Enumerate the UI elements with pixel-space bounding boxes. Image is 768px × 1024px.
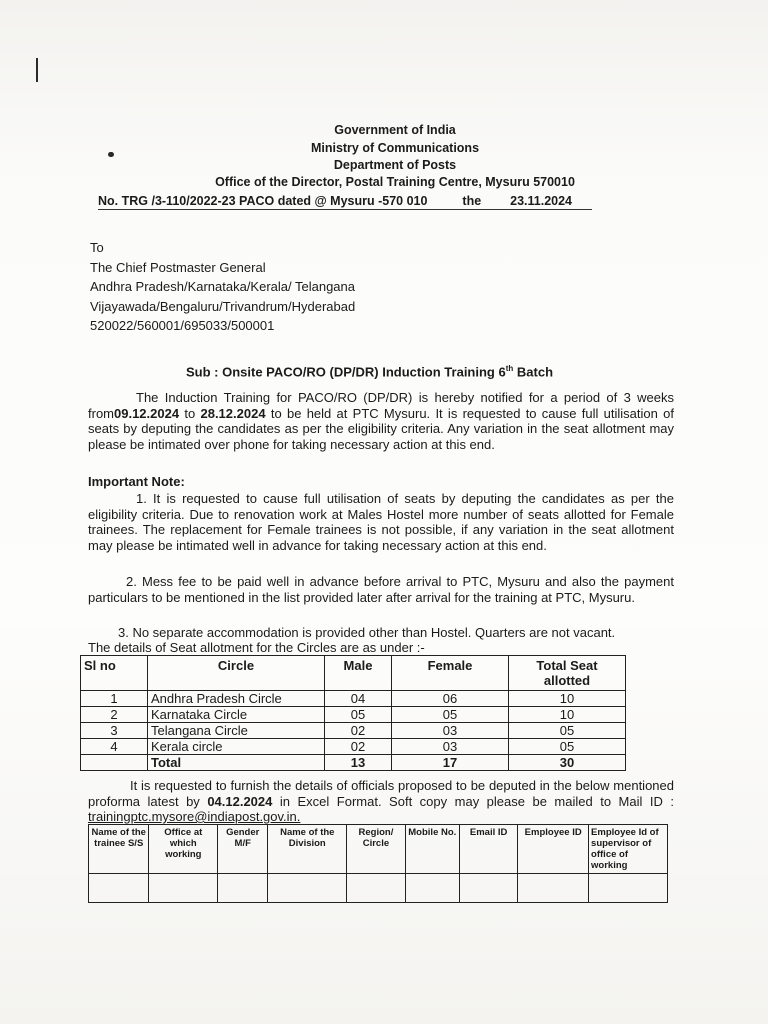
addressee-line: The Chief Postmaster General <box>90 259 266 275</box>
column-header: Employee ID <box>518 825 589 874</box>
proforma-table <box>88 824 668 903</box>
email-link[interactable]: trainingptc.mysore@indiapost.gov.in. <box>88 809 301 824</box>
deadline-date: 04.12.2024 <box>207 793 273 809</box>
note-1: 1. It is requested to cause full utilisation of seats by deputing the candidates as per the eligibility criteria. Due to renovation work at Males Hostel more number of seats allotted for Female trainees. The replacement for Female trainees is not possible, if any variation in the seat allotment may please be intimated well in advance for taking necessary action at this end. <box>88 491 674 553</box>
proforma-empty-row <box>89 874 668 903</box>
start-date: 09.12.2024 <box>114 405 180 421</box>
scan-speck <box>108 152 114 157</box>
column-header: Name of the Division <box>268 825 347 874</box>
header-ministry: Ministry of Communications <box>310 141 480 155</box>
column-header: Female <box>392 656 509 691</box>
column-header: Email ID <box>459 825 517 874</box>
seat-table-caption: The details of Seat allotment for the Circles are as under :- <box>88 640 425 655</box>
column-header: Office at which working <box>149 825 218 874</box>
closing-paragraph: It is requested to furnish the details of officials proposed to be deputed in the below mentioned proforma latest by 04.12.2024 in Excel Format. Soft copy may please be mailed to Mail ID : trainingptc.mysore@indiapost.gov.in. <box>88 778 674 824</box>
important-note-heading: Important Note: <box>88 474 185 489</box>
table-row: 2 Karnataka Circle 05 05 10 <box>81 707 626 723</box>
column-header: Circle <box>148 656 325 691</box>
addressee-block <box>90 238 355 336</box>
addressee-line: Vijayawada/Bengaluru/Trivandrum/Hyderabad <box>90 298 356 314</box>
column-header: Sl no <box>81 656 148 691</box>
column-header: Mobile No. <box>405 825 459 874</box>
column-header: Male <box>325 656 392 691</box>
column-header: Region/ Circle <box>347 825 405 874</box>
table-row: 4 Kerala circle 02 03 05 <box>81 739 626 755</box>
column-header: Name of the trainee S/S <box>89 825 149 874</box>
reference-the: the <box>462 194 482 208</box>
table-total-row: Total 13 17 30 <box>81 755 626 771</box>
column-header: Gender M/F <box>218 825 268 874</box>
reference-number: No. TRG /3-110/2022-23 PACO dated @ Mysuru -570 010 <box>98 194 428 208</box>
addressee-to: To <box>90 240 104 255</box>
column-header: Total Seat allotted <box>509 656 626 691</box>
note-2: 2. Mess fee to be paid well in advance before arrival to PTC, Mysuru and also the payment particulars to be mentioned in the list provided later after arrival for the training at PTC, Mysuru. <box>88 574 674 605</box>
end-date: 28.12.2024 <box>200 405 266 421</box>
intro-paragraph: The Induction Training for PACO/RO (DP/DR) is hereby notified for a period of 3 weeks from09.12.2024 to 28.12.2024 to be held at PTC Mysuru. It is requested to cause full utilisation of seats by deputing the candidates as per the eligibility criteria. Any variation in the seat allotment may please be intimated over phone for taking necessary action at this end. <box>88 390 674 452</box>
header-govt: Government of India <box>334 123 456 137</box>
note-3: 3. No separate accommodation is provided other than Hostel. Quarters are not vacant. <box>118 625 616 640</box>
reference-date: 23.11.2024 <box>510 194 573 208</box>
scan-mark <box>36 58 38 82</box>
header-department: Department of Posts <box>333 158 457 172</box>
subject-line: Sub : Onsite PACO/RO (DP/DR) Induction Training 6th Batch <box>186 364 554 380</box>
addressee-line: Andhra Pradesh/Karnataka/Kerala/ Telangana <box>90 279 356 294</box>
table-row: 3 Telangana Circle 02 03 05 <box>81 723 626 739</box>
table-row: 1 Andhra Pradesh Circle 04 06 10 <box>81 691 626 707</box>
reference-line <box>98 194 592 210</box>
seat-allotment-table <box>80 655 626 771</box>
header-office: Office of the Director, Postal Training Centre, Mysuru 570010 <box>215 175 575 189</box>
addressee-line: 520022/560001/695033/500001 <box>90 318 275 333</box>
column-header: Employee Id of supervisor of office of working <box>589 825 668 874</box>
